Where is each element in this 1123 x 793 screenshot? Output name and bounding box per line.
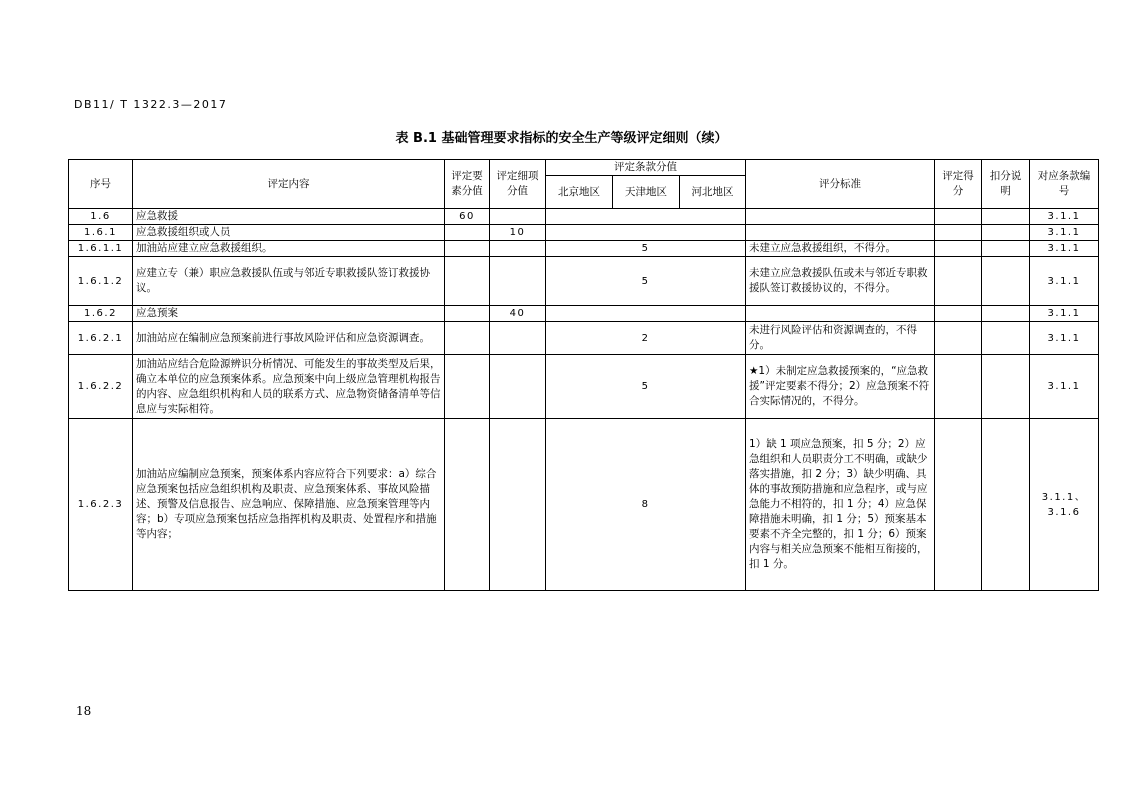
standard-cell <box>746 209 935 225</box>
header-beijing: 北京地区 <box>546 176 613 209</box>
element-score-cell <box>445 322 490 355</box>
ref-clause-cell: 3.1.1 <box>1030 209 1099 225</box>
deduct-note-cell <box>982 225 1030 241</box>
content-cell: 应急救援组织或人员 <box>133 225 445 241</box>
header-ref-clause: 对应条款编号 <box>1030 160 1099 209</box>
item-score-cell <box>490 322 546 355</box>
seq-cell: 1.6.2.1 <box>69 322 133 355</box>
item-score-cell <box>490 419 546 591</box>
clause-score-cell: 8 <box>546 419 746 591</box>
header-deduct-note: 扣分说明 <box>982 160 1030 209</box>
got-score-cell <box>935 419 982 591</box>
content-cell: 加油站应建立应急救援组织。 <box>133 241 445 257</box>
ref-clause-cell: 3.1.1 <box>1030 355 1099 419</box>
table-row <box>69 419 1099 591</box>
table-row <box>69 241 1099 257</box>
standard-cell: 未建立应急救援队伍或未与邻近专职救援队签订救援协议的，不得分。 <box>746 257 935 306</box>
clause-score-cell <box>546 209 746 225</box>
seq-cell: 1.6.2.2 <box>69 355 133 419</box>
clause-score-cell: 5 <box>546 257 746 306</box>
header-content: 评定内容 <box>133 160 445 209</box>
page-number: 18 <box>76 704 92 718</box>
content-cell: 加油站应编制应急预案，预案体系内容应符合下列要求：a）综合应急预案包括应急组织机构及职责、应急预案体系、事故风险描述、预警及信息报告、应急响应、保障措施、应急预案管理等内容；b）专项应急预案包括应急指挥机构及职责、处置程序和措施等内容； <box>133 419 445 591</box>
element-score-cell <box>445 355 490 419</box>
deduct-note-cell <box>982 257 1030 306</box>
got-score-cell <box>935 241 982 257</box>
document-code: DB11/ T 1322.3—2017 <box>74 98 228 111</box>
header-seq: 序号 <box>69 160 133 209</box>
item-score-cell <box>490 355 546 419</box>
got-score-cell <box>935 257 982 306</box>
standard-cell: ★1）未制定应急救援预案的，“应急救援”评定要素不得分；2）应急预案不符合实际情况的，不得分。 <box>746 355 935 419</box>
table-row <box>69 322 1099 355</box>
table-row <box>69 209 1099 225</box>
seq-cell: 1.6.2 <box>69 306 133 322</box>
standard-cell: 1）缺 1 项应急预案，扣 5 分；2）应急组织和人员职责分工不明确，或缺少落实措施，扣 2 分；3）缺少明确、具体的事故预防措施和应急程序，或与应急能力不相符的，扣 1 分；4）应急保障措施未明确，扣 1 分；5）预案基本要素不齐全完整的，扣 1 分；6）预案内容与相关应急预案不能相互衔接的，扣 1 分。 <box>746 419 935 591</box>
ref-clause-cell: 3.1.1 <box>1030 306 1099 322</box>
seq-cell: 1.6.1.1 <box>69 241 133 257</box>
clause-score-cell: 5 <box>546 241 746 257</box>
table-row <box>69 355 1099 419</box>
deduct-note-cell <box>982 209 1030 225</box>
seq-cell: 1.6 <box>69 209 133 225</box>
table-row <box>69 225 1099 241</box>
content-cell: 应急救援 <box>133 209 445 225</box>
ref-clause-cell: 3.1.1 <box>1030 225 1099 241</box>
header-item-score: 评定细项分值 <box>490 160 546 209</box>
content-cell: 加油站应在编制应急预案前进行事故风险评估和应急资源调查。 <box>133 322 445 355</box>
clause-score-cell: 5 <box>546 355 746 419</box>
got-score-cell <box>935 355 982 419</box>
element-score-cell <box>445 257 490 306</box>
standard-cell: 未进行风险评估和资源调查的，不得分。 <box>746 322 935 355</box>
table-row <box>69 257 1099 306</box>
item-score-cell <box>490 209 546 225</box>
header-standard: 评分标准 <box>746 160 935 209</box>
deduct-note-cell <box>982 306 1030 322</box>
element-score-cell: 60 <box>445 209 490 225</box>
item-score-cell <box>490 257 546 306</box>
header-clause-score: 评定条款分值 <box>546 160 746 176</box>
got-score-cell <box>935 209 982 225</box>
seq-cell: 1.6.1.2 <box>69 257 133 306</box>
got-score-cell <box>935 322 982 355</box>
item-score-cell <box>490 241 546 257</box>
deduct-note-cell <box>982 355 1030 419</box>
got-score-cell <box>935 306 982 322</box>
seq-cell: 1.6.1 <box>69 225 133 241</box>
standard-cell <box>746 306 935 322</box>
standard-cell <box>746 225 935 241</box>
table-row <box>69 306 1099 322</box>
item-score-cell: 10 <box>490 225 546 241</box>
deduct-note-cell <box>982 322 1030 355</box>
ref-clause-cell: 3.1.1 <box>1030 322 1099 355</box>
element-score-cell <box>445 225 490 241</box>
ref-clause-cell: 3.1.1 <box>1030 257 1099 306</box>
evaluation-table <box>68 159 1099 591</box>
header-got-score: 评定得分 <box>935 160 982 209</box>
clause-score-cell <box>546 306 746 322</box>
table-caption: 表 B.1 基础管理要求指标的安全生产等级评定细则（续） <box>395 131 728 146</box>
header-hebei: 河北地区 <box>680 176 746 209</box>
header-element-score: 评定要素分值 <box>445 160 490 209</box>
ref-clause-cell: 3.1.1 <box>1030 241 1099 257</box>
element-score-cell <box>445 306 490 322</box>
content-cell: 加油站应结合危险源辨识分析情况、可能发生的事故类型及后果，确立本单位的应急预案体系。应急预案中向上级应急管理机构报告的内容、应急组织机构和人员的联系方式、应急物资储备清单等信息应与实际相符。 <box>133 355 445 419</box>
clause-score-cell: 2 <box>546 322 746 355</box>
deduct-note-cell <box>982 241 1030 257</box>
content-cell: 应建立专（兼）职应急救援队伍或与邻近专职救援队签订救援协议。 <box>133 257 445 306</box>
seq-cell: 1.6.2.3 <box>69 419 133 591</box>
element-score-cell <box>445 241 490 257</box>
content-cell: 应急预案 <box>133 306 445 322</box>
standard-cell: 未建立应急救援组织，不得分。 <box>746 241 935 257</box>
clause-score-cell <box>546 225 746 241</box>
deduct-note-cell <box>982 419 1030 591</box>
item-score-cell: 40 <box>490 306 546 322</box>
element-score-cell <box>445 419 490 591</box>
header-tianjin: 天津地区 <box>613 176 680 209</box>
got-score-cell <box>935 225 982 241</box>
ref-clause-cell: 3.1.1、3.1.6 <box>1030 419 1099 591</box>
